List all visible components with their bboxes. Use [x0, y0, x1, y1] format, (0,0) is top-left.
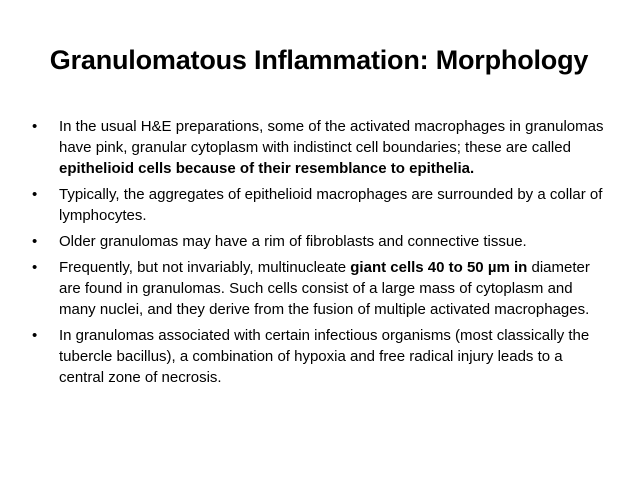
bullet-item-epithelioid-cells	[32, 116, 604, 179]
bullet-item-giant-cells	[32, 257, 604, 320]
bullet-dot-icon: •	[32, 259, 38, 276]
bullet-text: In the usual H&E preparations, some of the activated macrophages in granulomas have pink, granular cytoplasm with indistinct cell boundaries; these are called	[59, 118, 604, 156]
bullet-text: Older granulomas may have a rim of fibroblasts and connective tissue.	[59, 233, 527, 250]
bullet-text-after: diameter are found in granulomas. Such cells consist of a large mass of cytoplasm and many nuclei, and they derive from the fusion of multiple activated macrophages.	[59, 259, 590, 318]
bullet-dot-icon: •	[32, 233, 38, 250]
bullet-bold-text: epithelioid cells because of their resemblance to epithelia.	[59, 160, 475, 177]
bullet-item-necrosis	[32, 325, 604, 388]
bullet-list	[32, 116, 604, 393]
bullet-dot-icon: •	[32, 118, 38, 135]
bullet-text: Typically, the aggregates of epithelioid macrophages are surrounded by a collar of lymphocytes.	[59, 186, 603, 224]
bullet-item-fibroblasts	[32, 231, 604, 252]
slide-title: Granulomatous Inflammation: Morphology	[49, 45, 589, 75]
bullet-text: Frequently, but not invariably, multinucleate	[59, 259, 351, 276]
bullet-dot-icon: •	[32, 327, 38, 344]
bullet-bold-text: giant cells 40 to 50 µm in	[350, 259, 528, 276]
bullet-text: In granulomas associated with certain infectious organisms (most classically the tubercle bacillus), a combination of hypoxia and free radical injury leads to a central zone of necrosis.	[59, 327, 590, 386]
bullet-dot-icon: •	[32, 186, 38, 203]
bullet-item-lymphocytes	[32, 184, 604, 226]
